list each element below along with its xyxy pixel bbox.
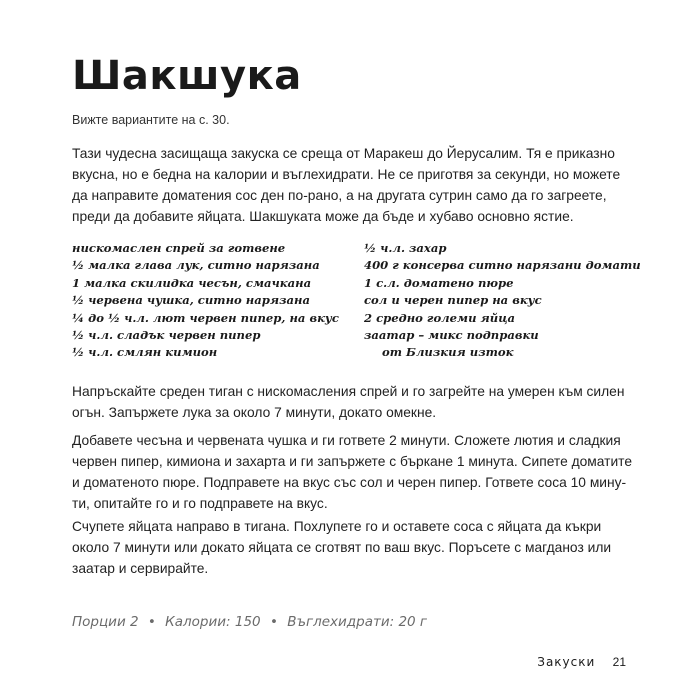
ingredient-item: 1 малка скилидка чесън, смачкана [72,275,312,290]
ingredient-item: 1 с.л. доматено пюре [364,275,514,290]
ingredient-item: ½ ч.л. сладък червен пипер [72,328,261,343]
step-line: ти, опитайте го и го подправете на вкус. [72,496,328,511]
intro-line: вкусна, но е бедна на калории и въглехидрати. Не се приготвя за секунди, но можете [72,167,621,182]
ingredient-item: 2 средно големи яйца [364,310,516,325]
variants-note: Вижте вариантите на с. 30. [72,113,230,127]
portions-value: Порции 2 [72,614,139,630]
step-line: Напръскайте среден тиган с нискомасления спрей и го загрейте на умерен към силен [72,384,625,399]
bullet-separator: • [147,614,156,630]
step-line: и доматеното пюре. Подправете на вкус със сол и черен пипер. Гответе соса 10 мину- [72,475,627,490]
step-line: Добавете чесъна и червената чушка и ги гответе 2 минути. Сложете лютия и сладкия [72,433,621,448]
ingredient-item: сол и черен пипер на вкус [364,293,542,308]
step-line: около 7 минути или докато яйцата се сготвят по ваш вкус. Поръсете с магданоз или [72,540,612,555]
page-footer [537,655,626,669]
bullet-separator: • [269,614,278,630]
nutrition-info [72,614,427,630]
step-line: червен пипер, кимиона и захарта и ги запържете с бъркане 1 минута. Сипете доматите [72,454,633,469]
step-line: огън. Запържете лука за около 7 минути, докато омекне. [72,405,437,420]
section-name: Закуски [537,655,596,669]
ingredients-column-right [364,240,644,362]
ingredient-item: ½ червена чушка, ситно нарязана [72,293,310,308]
intro-line: преди да добавите яйцата. Шакшуката може да бъде и хубаво основно ястие. [72,209,574,224]
page-number: 21 [612,655,626,669]
step-line: заатар и сервирайте. [72,561,209,576]
ingredient-item: ¼ до ½ ч.л. лют червен пипер, на вкус [72,310,339,325]
intro-line: Тази чудесна засищаща закуска се среща от Маракеш до Йерусалим. Тя е приказно [72,146,615,161]
ingredient-item: заатар – микс подправки [364,328,539,343]
ingredient-item: нискомаслен спрей за готвене [72,241,286,255]
method-step-2 [72,430,632,514]
ingredient-item: ½ ч.л. смлян кимион [72,345,218,360]
ingredients-column-left [72,240,352,362]
ingredient-item-continuation: от Близкия изток [382,345,514,360]
ingredient-item: 400 г консерва ситно нарязани домати [364,258,641,273]
calories-value: Калории: 150 [165,614,261,630]
step-line: Счупете яйцата направо в тигана. Похлупете го и оставете соса с яйцата да къкри [72,519,602,534]
intro-paragraph [72,143,632,227]
intro-line: да направите доматения сос ден по-рано, а на другата сутрин само да го загреете, [72,188,607,203]
method-step-1 [72,381,632,423]
ingredient-item: ½ ч.л. захар [364,241,447,255]
recipe-title: Шакшука [72,53,302,99]
method-step-3 [72,516,632,579]
ingredient-item: ½ малка глава лук, ситно нарязана [72,258,320,273]
carbs-value: Въглехидрати: 20 г [287,614,428,630]
